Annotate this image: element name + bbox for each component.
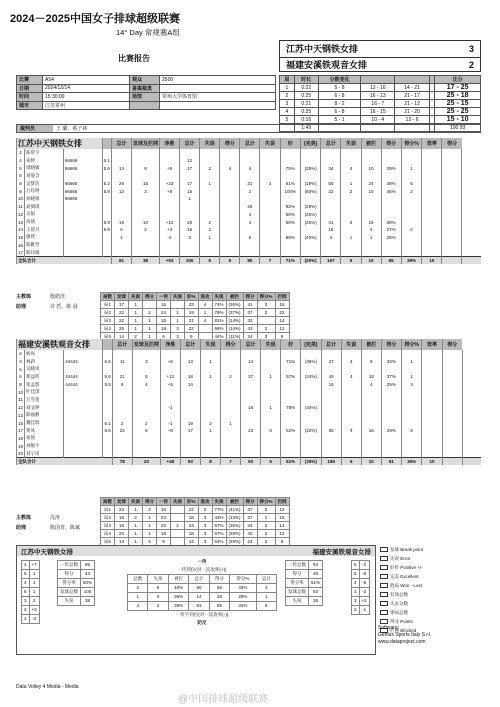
player-row: 13 陈丽静 [17, 412, 482, 420]
legend-item: 得分 Points [378, 617, 482, 626]
team-total: 全队合计 78 33 +48 93 8 7 93 5 61% (29%) 169 6 10 61 36% 10 [17, 458, 482, 466]
round-subtitle: 14° Day 常规赛A组 [116, 28, 180, 37]
watermark: @中国排球超级联赛 [178, 694, 269, 705]
set-stat-row: 局1 17 1 16 23 4 74% (26%) 41 3 16 [101, 301, 290, 309]
set-boxes [63, 218, 102, 226]
set-boxes: 44444 [64, 381, 103, 389]
set-row: 2 0:25 6 - 8 16 - 13 21 - 17 25 - 18 [280, 92, 481, 100]
legend-item: 失误 Error [378, 554, 482, 563]
set-boxes: 66666 [63, 180, 102, 188]
set-boxes: 66666 [63, 187, 102, 195]
team-name: 江苏中天钢铁女排 [17, 138, 103, 149]
sets-header: 比分 [435, 76, 481, 84]
player-row: 2 杨岚 [17, 350, 482, 358]
set-boxes [63, 211, 102, 219]
set-stat-row: 局2 22 1 2 24 1 19 1 79% (37%) 37 2 22 [101, 309, 290, 317]
player-row: 8 张孟影 44444 5.5 8 4 +5 14 16 4 25% 4 [17, 381, 482, 389]
set-stat-row: 局3 22 1 1 15 1 21 4 81% (14%) 32 14 [101, 317, 290, 325]
set-row: 1 0:22 5 - 8 13 - 16 14 - 21 17 - 25 [280, 84, 481, 92]
player-row: 15 魏佳瑞 6.1 2 2 -1 19 2 1 [17, 419, 482, 427]
team2-coach: 主教练 沈涛 助理 陈国青、陈斌 [16, 514, 81, 531]
player-row: 12 刘文婷 -1 18 1 78% (44%) [17, 404, 482, 412]
player-row: 3 林莉 44444 5.6 11 3 +6 13 1 14 71% (36%) 27 4 9 33% 1 [17, 358, 482, 366]
set-boxes [63, 172, 102, 180]
legend-swatch [380, 583, 388, 588]
set-boxes [64, 427, 103, 435]
set-boxes: 44444 [64, 358, 103, 366]
set-boxes [64, 435, 103, 443]
team2-set-stats: 局数 发球 失误 得分 一传 失误 好% 进攻 失误 被拦 得分 得分% 拦网 局1 24 1 4 16 22 2 77% (41%) 37 2 12 局2 18 2 1 23 18 3 43% (13%) 37 1 15 局3 18 1 1 22 2 23 3 57% (35%) 34 2 14 局4 20 1 1 18 18 3 67% (28%) 43 2 12 局5 13 1 3 9 14 3 64% (29%) 24 2 8 [100, 497, 290, 546]
legend [378, 545, 482, 635]
legend-swatch [380, 565, 388, 570]
player-row: 8 吴梦洁 66666 6.2 29 15 +23 17 1 31 4 61% (19%) 50 1 24 48% 5 [17, 180, 482, 188]
set-stat-row: 局5 14 2 1 9 3 9 44% (11%) 24 3 8 [101, 333, 290, 341]
home-team-row: 江苏中天钢铁女排 3 [286, 43, 474, 55]
set-boxes [63, 249, 102, 257]
sets-total: 1:49 100 93 [280, 124, 481, 132]
team1-coach: 主教练 殷皓泽 助理 许 哲、陈 晨 [16, 293, 78, 310]
legend-swatch [380, 556, 388, 561]
footer: Data Volley 4 Media - Media [16, 684, 79, 690]
legend-swatch [380, 574, 388, 579]
team-name: 福建安溪铁观音女排 [17, 339, 103, 350]
legend-item: 有效总数 [378, 590, 482, 599]
set-boxes [63, 241, 102, 249]
software-credit: Software: Genius Sports Italy S.r.l. www.dataproject.com [378, 625, 432, 645]
player-row: 6 郑益昕 44444 5.6 21 8 +12 18 1 2 37 1 57% (24%) 49 4 18 37% 1 [17, 373, 482, 381]
legend-swatch [380, 601, 388, 606]
away-team-row: 福建安溪铁观音女排 2 [280, 57, 480, 73]
player-row: 2 陈常宇 [17, 149, 482, 157]
player-row: 12 吴韬 4 50% (25%) [17, 211, 482, 219]
team2-stats-table: 福建安溪铁观音女排 总计 发球及拦网 净胜 总计 失误 得分 总计 失误 好 (完美) 总计 失误 被拦 得分 得分% 效率 得分 2 杨岚 3 林莉 44444 5.6 11 3 +6 13 1 14 71% (36%) 27 4 9 33% 1 5 吴晓凤 6 郑益昕 44444 5.6 21 8 +12 18 1 2 37 1 57% (24%) 49 4 18 37% 1 8 张孟影 44444 5.5 8 4 +5 14 16 4 25% 4 10 叶佳琪 11 万雪莲 12 刘文婷 -1 18 1 78% (44%) 13 陈丽静 15 魏佳瑞 6.1 2 2 -1 19 2 1 17 黄凤 5.6 22 6 +8 17 1 23 3 52% (22%) 55 4 16 29% 5 18 张悦 19 刘航宇 20 刘子彤 全队合计 78 33 +48 93 8 7 93 5 61% (29%) 169 6 10 61 36% 10 [16, 339, 481, 465]
player-row: 11 聂旖琪 25 92% (28%) [17, 203, 482, 211]
set-row: 3 0:21 8 - 2 16 - 7 21 - 12 25 - 15 [280, 100, 481, 108]
set-boxes [63, 203, 102, 211]
report-label: 比赛报告 [118, 54, 150, 63]
player-row: 10 孙晓娟 66666 1 [17, 195, 482, 203]
set-stat-row: 局4 20 1 1 18 18 3 67% (28%) 43 2 12 [101, 530, 290, 538]
set-boxes [63, 226, 102, 234]
match-info: 比赛 A54 观众 2500 日期 2024/12/14 备案裁盘 时间 15:30:00 场馆 常州大学体育馆 城市 江苏常州 [16, 75, 276, 110]
player-row: 19 刘航宇 [17, 442, 482, 450]
page-title: 2024－2025中国女子排球超级联赛 [10, 13, 180, 25]
player-row: 10 叶佳琪 [17, 388, 482, 396]
legend-swatch [380, 619, 388, 624]
legend-item: 拦网 Blocked [378, 626, 482, 635]
sets-header [361, 76, 395, 84]
set-boxes [64, 396, 103, 404]
legend-swatch [380, 547, 388, 552]
legend-swatch [380, 610, 388, 615]
set-row: 4 0:25 6 - 8 16 - 15 21 - 20 25 - 25 [280, 108, 481, 116]
referee-row: 裁判员 王 璐、蔡子林 [16, 124, 481, 133]
set-stat-row: 局4 25 1 1 18 3 22 68% (14%) 43 2 12 [101, 325, 290, 333]
player-row: 6 刘晏含 [17, 172, 482, 180]
team1-set-stats: 局数 发球 失误 得分 一传 失误 好% 进攻 失误 被拦 得分 得分% 拦网 局1 17 1 16 23 4 74% (26%) 41 3 16 局2 22 1 2 24 1 19 1 79% (37%) 37 2 22 局3 22 1 1 15 1 21 4 81% (14%) 32 14 局4 25 1 1 18 3 22 68% (14%) 43 2 12 局5 14 2 1 9 3 9 44% (11%) 24 3 8 [100, 292, 290, 341]
set-boxes: 66666 [63, 157, 102, 165]
set-boxes [64, 350, 103, 358]
set-stat-row: 局1 24 1 4 16 22 2 77% (41%) 37 2 12 [101, 506, 290, 514]
player-row: 5 周晓敏 66666 5.6 14 8 +8 17 2 4 4 75% (25%) 34 4 10 29% 1 [17, 164, 482, 172]
team-scoreboard [279, 40, 481, 72]
set-boxes: 66666 [63, 195, 102, 203]
player-row: 18 张悦 [17, 435, 482, 443]
player-row: 14 王晨月 5.8 6 2 +4 15 2 15 4 27% 2 [17, 226, 482, 234]
player-row: 17 黄凤 5.6 22 6 +8 17 1 23 3 52% (22%) 55 4 16 29% 5 [17, 427, 482, 435]
set-stat-row: 局3 18 1 1 22 2 23 3 57% (35%) 34 2 14 [101, 522, 290, 530]
player-row: 9 万钰婷 66666 5.8 12 3 +8 15 2 100% (50%) 22 2 10 45% 2 [17, 187, 482, 195]
player-row: 16 陈雅琴 [17, 241, 482, 249]
set-boxes [63, 149, 102, 157]
set-boxes [64, 450, 103, 458]
player-row: 11 万雪莲 [17, 396, 482, 404]
player-row: 4 朱婷 66666 6.1 12 [17, 157, 482, 165]
sets-header: 时长 [294, 76, 318, 84]
set-boxes [64, 404, 103, 412]
player-row: 15 廖欣 1 -3 3 1 5 80% (40%) 4 1 1 25% [17, 234, 482, 242]
set-row: 5 0:16 5 - 1 10 - 4 12 - 6 15 - 10 [280, 116, 481, 124]
legend-swatch [380, 592, 388, 597]
sets-header [395, 76, 429, 84]
team-total: 全队合计 81 38 +53 100 6 6 85 7 71% (25%) 167 5 10 65 39% 10 [17, 257, 482, 265]
set-boxes [64, 412, 103, 420]
set-boxes [64, 442, 103, 450]
set-boxes [63, 234, 102, 242]
legend-item: 发球 Break point [378, 545, 482, 554]
set-boxes [64, 419, 103, 427]
player-row: 13 高倩 5.9 19 10 +12 20 2 4 50% (25%) 41 3 16 39% [17, 218, 482, 226]
set-boxes: 44444 [64, 373, 103, 381]
legend-item: 胜局 Won - Lost [378, 581, 482, 590]
player-row: 17 陈玲瑜 [17, 249, 482, 257]
player-row: 20 刘子彤 [17, 450, 482, 458]
set-boxes: 66666 [63, 164, 102, 172]
legend-item: 好传 Positive +/- [378, 563, 482, 572]
player-row: 5 吴晓凤 [17, 365, 482, 373]
legend-item: 零局总数 [378, 608, 482, 617]
set-boxes [64, 388, 103, 396]
legend-item: 失去分数 [378, 599, 482, 608]
set-stat-row: 局5 13 1 3 9 14 3 64% (29%) 24 2 8 [101, 538, 290, 546]
rotation-summary: 江苏中天钢铁女排 福建安溪铁观音女排 1 +7 5 1 4 1 6 1 3 2 2 +0 1 -3 一传总数 85 得分 43 得分率 50% 发球总数 100 失误 38 一传 一传到位(对一次攻率(+)) 总数 失误 被拦 总计 得分 得分% 总计 2 6 40% 60 56 43% 3 1 0 36% 14 28 29% 1 4 2 39% 93 85 34% 6 一传不到位(对一次攻率(-)) 防反 一传总数 94 得分 48 得分率 51% 发球总数 93 失误 38 6 -2 5 -6 4 -5 1 -2 3 +2 2 -1 [16, 545, 376, 655]
legend-item: 完美 Excellent [378, 572, 482, 581]
team1-stats-table: 江苏中天钢铁女排 总计 发球及拦网 净胜 总计 失误 得分 总计 失误 好 (完美) 总计 失误 被拦 得分 得分% 效率 得分 2 陈常宇 4 朱婷 66666 6.1 12 5 周晓敏 66666 5.6 14 8 +8 17 2 4 4 75% (25%) 34 4 10 29% 1 6 刘晏含 8 吴梦洁 66666 6.2 29 15 +23 17 1 31 4 61% (19%) 50 1 24 48% 5 9 万钰婷 66666 5.8 12 3 +8 15 2 100% (50%) 22 2 10 45% 2 10 孙晓娟 66666 1 11 聂旖琪 25 92% (28%) 12 吴韬 4 50% (25%) 13 高倩 5.9 19 10 +12 20 2 4 50% (25%) 41 3 16 39% 14 王晨月 5.8 6 2 +4 15 2 15 4 27% 2 15 廖欣 1 -3 3 1 5 80% (40%) 4 1 1 25% 16 陈雅琴 17 陈玲瑜 全队合计 81 38 +53 100 6 6 85 7 71% (25%) 167 5 10 65 39% 10 [16, 138, 481, 264]
set-boxes [64, 365, 103, 373]
set-stat-row: 局2 18 2 1 23 18 3 43% (13%) 37 1 15 [101, 514, 290, 522]
sets-header: 局 [280, 76, 295, 84]
sets-header: 分数变化 [318, 76, 360, 84]
